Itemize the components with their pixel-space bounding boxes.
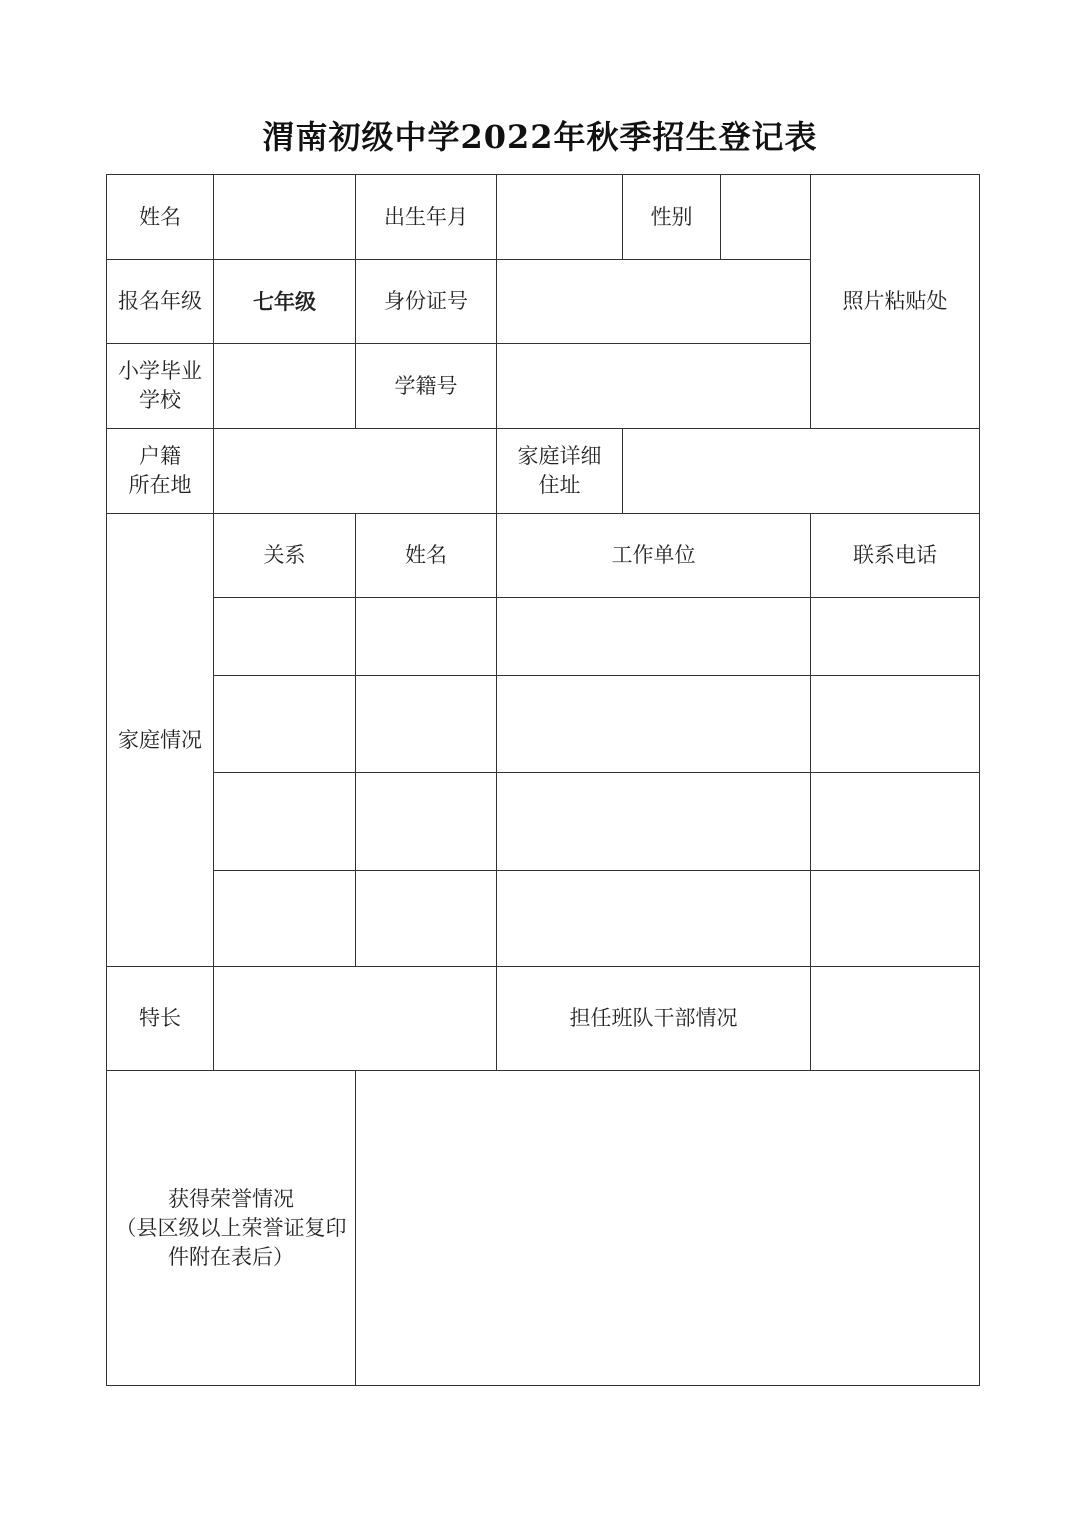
birth-label: 出生年月 — [356, 175, 497, 260]
family-name-field[interactable] — [356, 871, 497, 967]
family-workplace-field[interactable] — [497, 773, 811, 871]
family-label: 家庭情况 — [107, 514, 214, 967]
family-phone-field[interactable] — [811, 676, 980, 773]
id-number-label: 身份证号 — [356, 260, 497, 344]
family-phone-field[interactable] — [811, 773, 980, 871]
gender-field[interactable] — [721, 175, 811, 260]
name-field[interactable] — [214, 175, 356, 260]
hukou-field[interactable] — [214, 429, 497, 514]
specialty-label: 特长 — [107, 967, 214, 1071]
honors-field[interactable] — [356, 1071, 980, 1386]
specialty-field[interactable] — [214, 967, 497, 1071]
family-header-name: 姓名 — [356, 514, 497, 598]
page-title: 渭南初级中学2022年秋季招生登记表 — [262, 118, 818, 156]
family-relation-field[interactable] — [214, 773, 356, 871]
cadre-label: 担任班队干部情况 — [497, 967, 811, 1071]
address-field[interactable] — [623, 429, 980, 514]
family-workplace-field[interactable] — [497, 871, 811, 967]
cadre-field[interactable] — [811, 967, 980, 1071]
hukou-label: 户籍 所在地 — [107, 429, 214, 514]
family-row — [107, 676, 980, 773]
primary-school-label: 小学毕业 学校 — [107, 344, 214, 429]
registration-form-table — [106, 174, 980, 1386]
name-label: 姓名 — [107, 175, 214, 260]
student-id-field[interactable] — [497, 344, 811, 429]
family-phone-field[interactable] — [811, 598, 980, 676]
address-label: 家庭详细 住址 — [497, 429, 623, 514]
family-row — [107, 598, 980, 676]
gender-label: 性别 — [623, 175, 721, 260]
family-phone-field[interactable] — [811, 871, 980, 967]
photo-area: 照片粘贴处 — [811, 175, 980, 429]
family-workplace-field[interactable] — [497, 598, 811, 676]
birth-field[interactable] — [497, 175, 623, 260]
family-name-field[interactable] — [356, 598, 497, 676]
family-row — [107, 773, 980, 871]
honors-label: 获得荣誉情况 （县区级以上荣誉证复印 件附在表后） — [107, 1071, 356, 1386]
student-id-label: 学籍号 — [356, 344, 497, 429]
family-name-field[interactable] — [356, 676, 497, 773]
id-number-field[interactable] — [497, 260, 811, 344]
primary-school-field[interactable] — [214, 344, 356, 429]
family-row — [107, 871, 980, 967]
family-workplace-field[interactable] — [497, 676, 811, 773]
family-relation-field[interactable] — [214, 598, 356, 676]
family-relation-field[interactable] — [214, 871, 356, 967]
grade-value: 七年级 — [214, 260, 356, 344]
family-header-relation: 关系 — [214, 514, 356, 598]
grade-label: 报名年级 — [107, 260, 214, 344]
family-relation-field[interactable] — [214, 676, 356, 773]
family-name-field[interactable] — [356, 773, 497, 871]
family-header-phone: 联系电话 — [811, 514, 980, 598]
family-header-workplace: 工作单位 — [497, 514, 811, 598]
